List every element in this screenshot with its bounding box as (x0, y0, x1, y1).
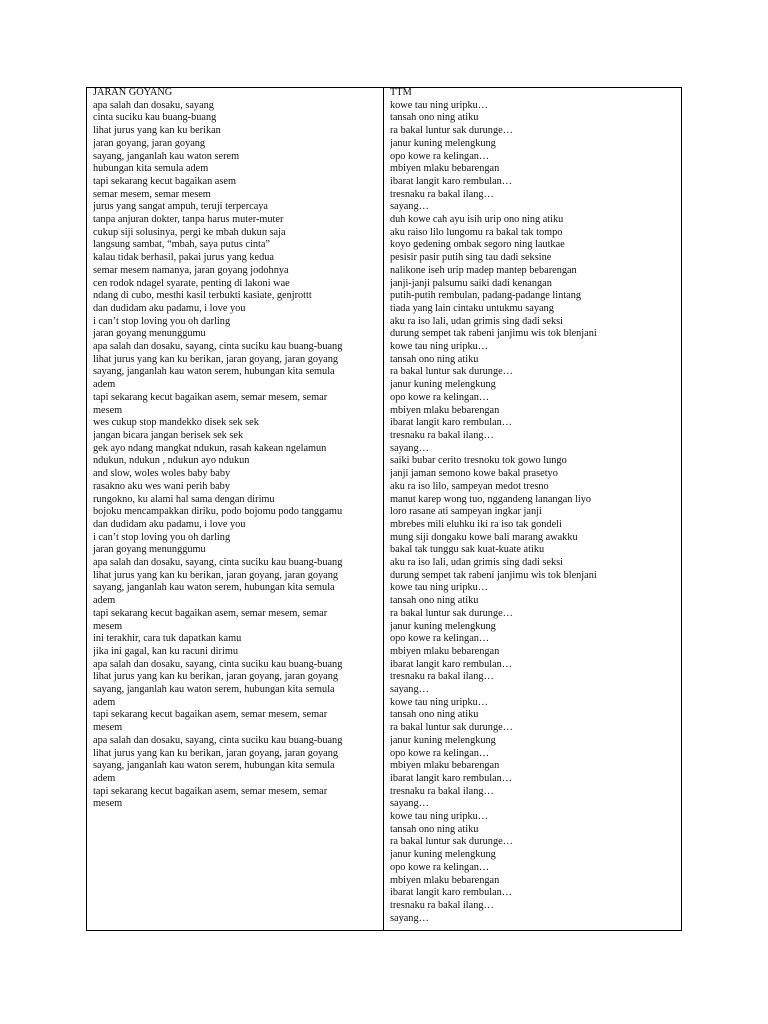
lyric-line: wes cukup stop mandekko disek sek sek (93, 417, 259, 429)
lyric-line: ra bakal luntur sak durunge… (390, 366, 513, 378)
lyric-line: tiada yang lain cintaku untukmu sayang (390, 302, 554, 314)
lyric-line: adem (93, 772, 116, 784)
lyric-line: tapi sekarang kecut bagaikan asem (93, 175, 236, 187)
lyric-line: mesem (93, 722, 123, 734)
lyric-line: koyo gedening ombak segoro ning lautkae (390, 239, 565, 251)
lyric-line: ibarat langit karo rembulan… (390, 887, 513, 899)
ttm-lyrics (390, 100, 677, 926)
lyric-line: mbiyen mlaku bebarengan (390, 760, 500, 772)
lyric-line: tresnaku ra bakal ilang… (390, 188, 494, 200)
lyric-line: sayang, janganlah kau waton serem (93, 150, 240, 162)
lyric-line: opo kowe ra kelingan… (390, 633, 490, 645)
lyric-line: sayang… (390, 912, 429, 924)
lyric-line: aku ra iso lali, udan grimis sing dadi seksi (390, 557, 564, 569)
lyric-line: opo kowe ra kelingan… (390, 861, 490, 873)
lyric-line: aku ra iso lilo, sampeyan medot tresno (390, 480, 549, 492)
lyric-line: janji jaman semono kowe bakal prasetyo (390, 468, 558, 480)
lyric-line: and slow, woles woles baby baby (93, 468, 231, 480)
lyric-line: kowe tau ning uripku… (390, 811, 489, 823)
lyric-line: aku ra iso lali, udan grimis sing dadi seksi (390, 315, 564, 327)
lyric-line: tresnaku ra bakal ilang… (390, 785, 494, 797)
lyric-line: ra bakal luntur sak durunge… (390, 722, 513, 734)
lyric-line: kowe tau ning uripku… (390, 582, 489, 594)
lyric-line: dan dudidam aku padamu, i love you (93, 302, 246, 314)
lyric-line: sayang… (390, 798, 429, 810)
lyric-line: ibarat langit karo rembulan… (390, 772, 513, 784)
lyric-line: jaran goyang menunggumu (93, 544, 206, 556)
lyric-line: ndang di cubo, mesthi kasil terbukti kasiate, genjrottt (93, 290, 312, 302)
lyric-line: durung sempet tak rabeni janjimu wis tok blenjani (390, 328, 597, 340)
lyric-line: kowe tau ning uripku… (390, 696, 489, 708)
lyric-line: cukup siji solusinya, pergi ke mbah dukun saja (93, 226, 286, 238)
ttm-column (384, 88, 681, 930)
lyric-line: bojoku mencampakkan diriku, podo bojomu podo tanggamu (93, 506, 343, 518)
jaran-goyang-lyrics (93, 100, 379, 811)
lyric-line: lihat jurus yang kan ku berikan, jaran goyang, jaran goyang (93, 671, 339, 683)
lyric-line: semar mesem namanya, jaran goyang jodohnya (93, 264, 289, 276)
lyric-line: tansah ono ning atiku (390, 709, 479, 721)
lyric-line: cinta suciku kau buang-buang (93, 112, 217, 124)
lyric-line: janur kuning melengkung (390, 137, 496, 149)
lyric-line: mesem (93, 620, 123, 632)
lyric-line: hubungan kita semula adem (93, 163, 209, 175)
lyric-line: mbiyen mlaku bebarengan (390, 645, 500, 657)
lyric-line: kalau tidak berhasil, pakai jurus yang kedua (93, 252, 274, 264)
lyric-line: ibarat langit karo rembulan… (390, 417, 513, 429)
lyric-line: sayang, janganlah kau waton serem, hubungan kita semula (93, 582, 335, 594)
lyric-line: adem (93, 595, 116, 607)
lyric-line: sayang… (390, 684, 429, 696)
lyric-line: loro rasane ati sampeyan ingkar janji (390, 506, 542, 518)
lyric-line: rungokno, ku alami hal sama dengan dirimu (93, 493, 275, 505)
lyric-line: jaran goyang menunggumu (93, 328, 206, 340)
lyric-line: semar mesem, semar mesem (93, 188, 211, 200)
lyric-line: janji-janji palsumu saiki dadi kenangan (390, 277, 552, 289)
lyric-line: kowe tau ning uripku… (390, 99, 489, 111)
lyric-line: pesisir pasir putih sing tau dadi seksine (390, 252, 552, 264)
jaran-goyang-title: JARAN GOYANG (93, 87, 173, 98)
lyric-line: janur kuning melengkung (390, 620, 496, 632)
lyric-line: apa salah dan dosaku, sayang (93, 99, 214, 111)
lyric-line: apa salah dan dosaku, sayang, cinta suciku kau buang-buang (93, 658, 343, 670)
lyric-line: tansah ono ning atiku (390, 823, 479, 835)
lyric-line: mbiyen mlaku bebarengan (390, 874, 500, 886)
lyric-line: tapi sekarang kecut bagaikan asem, semar mesem, semar (93, 607, 328, 619)
lyric-line: ini terakhir, cara tuk dapatkan kamu (93, 633, 242, 645)
lyric-line: i can’t stop loving you oh darling (93, 531, 231, 543)
jaran-goyang-column (87, 88, 384, 930)
lyric-line: janur kuning melengkung (390, 734, 496, 746)
lyric-line: tansah ono ning atiku (390, 353, 479, 365)
lyric-line: nalikone iseh urip madep mantep bebarengan (390, 264, 577, 276)
lyric-line: tapi sekarang kecut bagaikan asem, semar mesem, semar (93, 785, 328, 797)
lyric-line: jangan bicara jangan berisek sek sek (93, 429, 244, 441)
lyric-line: sayang, janganlah kau waton serem, hubungan kita semula (93, 366, 335, 378)
lyric-line: kowe tau ning uripku… (390, 341, 489, 353)
lyric-line: mung siji dongaku kowe bali marang awakku (390, 531, 578, 543)
lyric-line: ibarat langit karo rembulan… (390, 175, 513, 187)
lyric-line: jika ini gagal, kan ku racuni dirimu (93, 645, 238, 657)
lyric-line: tapi sekarang kecut bagaikan asem, semar mesem, semar (93, 391, 328, 403)
lyric-line: langsung sambat, “mbah, saya putus cinta” (93, 239, 271, 251)
lyric-line: manut karep wong tuo, nggandeng lanangan liyo (390, 493, 592, 505)
lyric-line: i can’t stop loving you oh darling (93, 315, 231, 327)
lyric-line: tresnaku ra bakal ilang… (390, 671, 494, 683)
lyric-line: tresnaku ra bakal ilang… (390, 900, 494, 911)
lyric-line: lihat jurus yang kan ku berikan, jaran goyang, jaran goyang (93, 353, 339, 365)
lyric-line: lihat jurus yang kan ku berikan (93, 125, 221, 137)
lyric-line: rasakno aku wes wani perih baby (93, 480, 230, 492)
lyrics-table (86, 87, 682, 931)
lyric-line: mbrebes mili eluhku iki ra iso tak gondeli (390, 518, 562, 530)
lyric-line: lihat jurus yang kan ku berikan, jaran goyang, jaran goyang (93, 569, 339, 581)
lyric-line: lihat jurus yang kan ku berikan, jaran goyang, jaran goyang (93, 747, 339, 759)
lyric-line: ndukun, ndukun , ndukun ayo ndukun (93, 455, 250, 467)
lyric-line: sayang… (390, 442, 429, 454)
lyric-line: janur kuning melengkung (390, 849, 496, 861)
lyric-line: putih-putih rembulan, padang-padange lintang (390, 290, 582, 302)
lyric-line: durung sempet tak rabeni janjimu wis tok blenjani (390, 569, 597, 581)
lyric-line: apa salah dan dosaku, sayang, cinta suciku kau buang-buang (93, 341, 343, 353)
lyric-line: saiki bubar cerito tresnoku tok gowo lungo (390, 455, 567, 467)
lyric-line: duh kowe cah ayu isih urip ono ning atiku (390, 214, 564, 226)
lyric-line: opo kowe ra kelingan… (390, 150, 490, 162)
lyric-line: tresnaku ra bakal ilang… (390, 429, 494, 441)
lyric-line: jurus yang sangat ampuh, teruji terpercaya (93, 201, 268, 213)
lyric-line: janur kuning melengkung (390, 379, 496, 391)
lyric-line: tansah ono ning atiku (390, 112, 479, 124)
lyric-line: opo kowe ra kelingan… (390, 391, 490, 403)
lyric-line: ra bakal luntur sak durunge… (390, 125, 513, 137)
lyric-line: bakal tak tunggu sak kuat-kuate atiku (390, 544, 545, 556)
lyric-line: mesem (93, 404, 123, 416)
lyric-line: dan dudidam aku padamu, i love you (93, 518, 246, 530)
lyric-line: ibarat langit karo rembulan… (390, 658, 513, 670)
lyric-line: gek ayo ndang mangkat ndukun, rasah kakean ngelamun (93, 442, 327, 454)
lyric-line: mbiyen mlaku bebarengan (390, 163, 500, 175)
lyric-line: adem (93, 379, 116, 391)
lyric-line: opo kowe ra kelingan… (390, 747, 490, 759)
ttm-title: TTM (390, 87, 412, 98)
lyric-line: apa salah dan dosaku, sayang, cinta suciku kau buang-buang (93, 557, 343, 569)
lyric-line: adem (93, 696, 116, 708)
lyric-line: tapi sekarang kecut bagaikan asem, semar mesem, semar (93, 709, 328, 721)
lyric-line: mbiyen mlaku bebarengan (390, 404, 500, 416)
lyric-line: tansah ono ning atiku (390, 595, 479, 607)
lyric-line: ra bakal luntur sak durunge… (390, 836, 513, 848)
lyric-line: tanpa anjuran dokter, tanpa harus muter-muter (93, 214, 284, 226)
lyric-line: apa salah dan dosaku, sayang, cinta suciku kau buang-buang (93, 734, 343, 746)
lyric-line: sayang… (390, 201, 429, 213)
lyric-line: sayang, janganlah kau waton serem, hubungan kita semula (93, 760, 335, 772)
lyric-line: jaran goyang, jaran goyang (93, 137, 206, 149)
lyric-line: mesem (93, 798, 123, 810)
lyric-line: aku raiso lilo lungomu ra bakal tak tompo (390, 226, 563, 238)
lyric-line: sayang, janganlah kau waton serem, hubungan kita semula (93, 684, 335, 696)
lyric-line: ra bakal luntur sak durunge… (390, 607, 513, 619)
lyric-line: cen rodok ndagel syarate, penting di lakoni wae (93, 277, 290, 289)
